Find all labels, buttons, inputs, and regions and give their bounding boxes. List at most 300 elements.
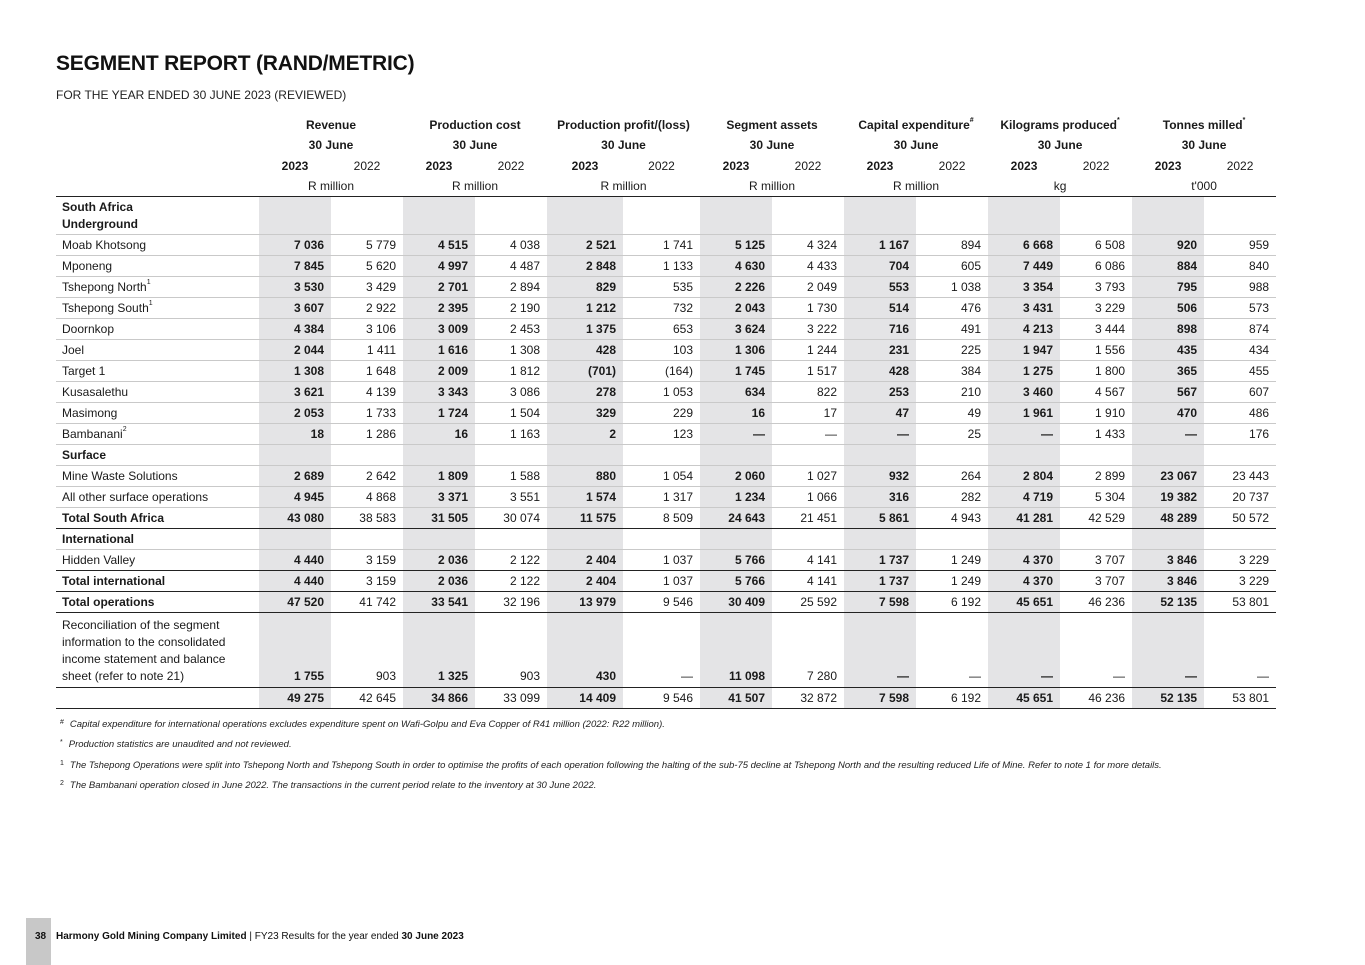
value-cell-2022: 1 249 [916,550,988,571]
table-row [56,487,1276,508]
value-cell-2023: 506 [1132,298,1204,319]
empty-cell [1060,529,1132,550]
value-cell-2023: 1 737 [844,571,916,592]
value-cell-2022: 1 027 [772,466,844,487]
column-group-period: 30 June [1037,138,1083,152]
column-group-period: 30 June [452,138,498,152]
value-cell-2023: 1 306 [700,340,772,361]
page-title: SEGMENT REPORT (RAND/METRIC) [56,52,415,75]
value-cell-2023: 3 530 [259,277,331,298]
value-cell-2023: 428 [547,340,623,361]
value-cell-2023: 30 409 [700,592,772,613]
value-cell-2022: 4 868 [331,487,403,508]
value-cell-2023: 1 325 [403,613,475,688]
row-label-text: Mponeng [62,259,113,273]
row-label [56,424,259,445]
value-cell-2023: 2 009 [403,361,475,382]
column-group-label: Revenue [305,118,357,132]
column-group-label: Kilograms produced [1000,118,1118,132]
value-cell-2022: 894 [916,235,988,256]
value-cell-2022: 3 159 [331,550,403,571]
value-cell-2023: 884 [1132,256,1204,277]
value-cell-2022: 1 517 [772,361,844,382]
column-group-title [547,115,700,135]
value-cell-2023: 16 [403,424,475,445]
value-cell-2023: 435 [1132,340,1204,361]
empty-cell [844,529,916,550]
value-cell-2022: 1 037 [623,571,700,592]
value-cell-2022: 4 324 [772,235,844,256]
column-group-title [700,115,844,135]
value-cell-2023: 23 067 [1132,466,1204,487]
value-cell-2023: — [1132,613,1204,688]
value-cell-2022: 1 730 [772,298,844,319]
table-row [56,235,1276,256]
row-label-text: Total South Africa [62,511,164,525]
value-cell-2022: 3 707 [1060,550,1132,571]
year-current: 2023 [866,158,894,173]
table-row [56,298,1276,319]
value-cell-2023: 278 [547,382,623,403]
value-cell-2022: 210 [916,382,988,403]
empty-cell [547,445,623,466]
value-cell-2022: 1 244 [772,340,844,361]
column-group-period: 30 June [749,138,795,152]
value-cell-2022: 959 [1204,235,1276,256]
grand-total-row [56,688,1276,709]
value-cell-2022: 3 551 [475,487,547,508]
footnote-marker: 2 [60,780,64,787]
value-cell-2022: 42 645 [331,688,403,709]
value-cell-2022: 53 801 [1204,688,1276,709]
table-row [56,277,1276,298]
value-cell-2022: 225 [916,340,988,361]
column-group-unit: R million [749,179,796,193]
value-cell-2023: 795 [1132,277,1204,298]
column-group-title [988,115,1132,135]
year-current: 2023 [1154,158,1182,173]
value-cell-2023: 2 036 [403,571,475,592]
total-row [56,571,1276,592]
value-cell-2023: 1 745 [700,361,772,382]
empty-cell [259,529,331,550]
row-label [56,319,259,340]
value-cell-2023: 34 866 [403,688,475,709]
value-cell-2023: 18 [259,424,331,445]
row-label [56,613,259,688]
row-label-text: Masimong [62,406,118,420]
row-label [56,688,259,709]
value-cell-2022: 3 429 [331,277,403,298]
value-cell-2022: 8 509 [623,508,700,529]
value-cell-2023: 41 507 [700,688,772,709]
column-group-label: Production cost [429,118,521,132]
empty-cell [1132,197,1204,235]
empty-cell [916,197,988,235]
header-row-h3 [56,155,1276,176]
row-label-text: Kusasalethu [62,385,129,399]
column-group-label: Tonnes milled [1162,118,1243,132]
value-cell-2023: — [844,613,916,688]
column-group-unit: kg [1053,179,1067,193]
empty-cell [547,529,623,550]
value-cell-2022: 3 444 [1060,319,1132,340]
row-label-text: Tshepong North [62,280,147,294]
value-cell-2023: 4 515 [403,235,475,256]
value-cell-2023: 2 804 [988,466,1060,487]
value-cell-2023: 2 226 [700,277,772,298]
value-cell-2022: 7 280 [772,613,844,688]
value-cell-2023: 920 [1132,235,1204,256]
value-cell-2023: 7 598 [844,688,916,709]
value-cell-2022: 3 086 [475,382,547,403]
row-label [56,361,259,382]
value-cell-2022: 874 [1204,319,1276,340]
value-cell-2023: 11 098 [700,613,772,688]
value-cell-2022: 903 [475,613,547,688]
value-cell-2023: 3 009 [403,319,475,340]
value-cell-2023: 45 651 [988,592,1060,613]
column-group-period: 30 June [308,138,354,152]
empty-cell [623,529,700,550]
value-cell-2023: 48 289 [1132,508,1204,529]
value-cell-2022: 4 141 [772,571,844,592]
footer-company: Harmony Gold Mining Company Limited [56,931,247,942]
value-cell-2022: 1 308 [475,340,547,361]
value-cell-2022: 3 707 [1060,571,1132,592]
value-cell-2023: 3 846 [1132,550,1204,571]
value-cell-2023: 329 [547,403,623,424]
value-cell-2023: 7 598 [844,592,916,613]
value-cell-2022: 20 737 [1204,487,1276,508]
value-cell-2023: 47 [844,403,916,424]
column-group-title [403,115,547,135]
column-group-title [844,115,988,135]
year-prior: 2022 [794,158,822,173]
column-group-unit: t'000 [1191,179,1217,193]
value-cell-2023: 4 370 [988,571,1060,592]
value-cell-2022: 4 943 [916,508,988,529]
value-cell-2022: 4 139 [331,382,403,403]
empty-cell [916,529,988,550]
header-blank [56,176,259,197]
value-cell-2023: 365 [1132,361,1204,382]
value-cell-2022: 1 037 [623,550,700,571]
value-cell-2022: 1 133 [623,256,700,277]
value-cell-2022: 282 [916,487,988,508]
footnote-marker: * [1242,117,1246,124]
value-cell-2023: 634 [700,382,772,403]
value-cell-2022: 41 742 [331,592,403,613]
page-number: 38 [35,931,47,942]
value-cell-2023: 4 945 [259,487,331,508]
row-label [56,487,259,508]
row-label [56,340,259,361]
value-cell-2023: — [1132,424,1204,445]
footnote-marker: 2 [122,426,127,433]
value-cell-2023: 898 [1132,319,1204,340]
value-cell-2022: 1 588 [475,466,547,487]
value-cell-2022: 653 [623,319,700,340]
value-cell-2022: 25 592 [772,592,844,613]
empty-cell [772,197,844,235]
value-cell-2022: 50 572 [1204,508,1276,529]
value-cell-2022: 2 642 [331,466,403,487]
footnote-marker: * [1117,117,1120,124]
empty-cell [700,445,772,466]
year-prior: 2022 [497,158,525,173]
value-cell-2023: 1 947 [988,340,1060,361]
value-cell-2022: 2 922 [331,298,403,319]
value-cell-2023: 1 737 [844,550,916,571]
value-cell-2023: 4 440 [259,571,331,592]
year-current: 2023 [1010,158,1038,173]
row-label-line: information to the consolidated [62,635,226,649]
empty-cell [623,197,700,235]
empty-cell [1204,197,1276,235]
value-cell-2023: 316 [844,487,916,508]
empty-cell [403,529,475,550]
reconciliation-row [56,613,1276,688]
value-cell-2023: 3 460 [988,382,1060,403]
value-cell-2023: 231 [844,340,916,361]
value-cell-2022: 3 159 [331,571,403,592]
section-label: International [56,529,259,550]
footnote-marker: 1 [146,279,151,286]
value-cell-2022: 732 [623,298,700,319]
value-cell-2023: 1 616 [403,340,475,361]
value-cell-2023: 2 060 [700,466,772,487]
value-cell-2023: 2 404 [547,550,623,571]
value-cell-2022: 1 733 [331,403,403,424]
total-row [56,592,1276,613]
value-cell-2023: 470 [1132,403,1204,424]
value-cell-2022: — [623,613,700,688]
value-cell-2022: 1 741 [623,235,700,256]
value-cell-2022: 42 529 [1060,508,1132,529]
empty-cell [475,445,547,466]
value-cell-2023: 6 668 [988,235,1060,256]
value-cell-2022: 25 [916,424,988,445]
value-cell-2023: 3 607 [259,298,331,319]
value-cell-2022: — [772,424,844,445]
value-cell-2022: 49 [916,403,988,424]
footnote-marker: 1 [148,300,153,307]
column-group-unit: R million [451,179,498,193]
segment-report-table [56,115,1276,709]
empty-cell [1060,445,1132,466]
year-current: 2023 [281,158,309,173]
table-row [56,403,1276,424]
value-cell-2023: 2 044 [259,340,331,361]
empty-cell [988,529,1060,550]
value-cell-2022: 30 074 [475,508,547,529]
value-cell-2022: 4 141 [772,550,844,571]
empty-cell [331,445,403,466]
value-cell-2023: — [700,424,772,445]
section-header-row [56,197,1276,235]
empty-cell [988,197,1060,235]
empty-cell [772,529,844,550]
value-cell-2022: 46 236 [1060,688,1132,709]
row-label-line: income statement and balance [62,652,226,666]
row-label [56,403,259,424]
value-cell-2022: 6 192 [916,592,988,613]
value-cell-2022: 46 236 [1060,592,1132,613]
value-cell-2022: 9 546 [623,688,700,709]
footnote-marker: # [60,719,64,726]
value-cell-2023: 1 724 [403,403,475,424]
header-row-h2 [56,135,1276,155]
column-group-label: Segment assets [726,118,818,132]
row-label [56,298,259,319]
row-label-text: Mine Waste Solutions [62,469,178,483]
value-cell-2022: — [1204,613,1276,688]
value-cell-2022: 23 443 [1204,466,1276,487]
header-blank [56,155,259,176]
value-cell-2023: 24 643 [700,508,772,529]
row-label [56,592,259,613]
value-cell-2023: 3 343 [403,382,475,403]
row-label [56,235,259,256]
value-cell-2023: 2 395 [403,298,475,319]
value-cell-2022: 1 249 [916,571,988,592]
value-cell-2023: 2 036 [403,550,475,571]
header-blank [56,135,259,155]
value-cell-2023: 716 [844,319,916,340]
empty-cell [259,445,331,466]
value-cell-2022: 9 546 [623,592,700,613]
value-cell-2023: 2 521 [547,235,623,256]
footnote-text: Production statistics are unaudited and not reviewed. [68,739,292,750]
section-label: Surface [56,445,259,466]
page-subtitle: FOR THE YEAR ENDED 30 JUNE 2023 (REVIEWED) [56,88,347,102]
value-cell-2023: 1 809 [403,466,475,487]
value-cell-2023: 1 375 [547,319,623,340]
row-label-text: Moab Khotsong [62,238,147,252]
value-cell-2022: — [1060,613,1132,688]
value-cell-2022: 476 [916,298,988,319]
table-row [56,424,1276,445]
value-cell-2022: 6 086 [1060,256,1132,277]
value-cell-2022: 53 801 [1204,592,1276,613]
row-label [56,571,259,592]
value-cell-2023: 1 234 [700,487,772,508]
table-row [56,256,1276,277]
value-cell-2022: 5 620 [331,256,403,277]
column-group-period: 30 June [1181,138,1227,152]
value-cell-2023: 2 [547,424,623,445]
value-cell-2022: 1 648 [331,361,403,382]
value-cell-2022: — [916,613,988,688]
value-cell-2023: — [988,424,1060,445]
value-cell-2022: 3 229 [1204,571,1276,592]
footnote-text: Capital expenditure for international operations excludes expenditure spent on Wafi-Golpu and Eva Copper of R41 million (2022: R22 million). [69,719,665,730]
value-cell-2023: 33 541 [403,592,475,613]
value-cell-2022: 1 286 [331,424,403,445]
value-cell-2023: 1 212 [547,298,623,319]
value-cell-2023: 2 848 [547,256,623,277]
value-cell-2023: 1 755 [259,613,331,688]
value-cell-2022: 2 899 [1060,466,1132,487]
value-cell-2022: 1 038 [916,277,988,298]
value-cell-2023: 2 689 [259,466,331,487]
table-row [56,361,1276,382]
empty-cell [916,445,988,466]
value-cell-2022: 4 433 [772,256,844,277]
value-cell-2023: 7 449 [988,256,1060,277]
table-row [56,319,1276,340]
value-cell-2023: 31 505 [403,508,475,529]
value-cell-2022: 573 [1204,298,1276,319]
footnote-text: The Bambanani operation closed in June 2022. The transactions in the current period relate to the inventory at 30 June 2022. [69,780,597,791]
value-cell-2022: 4 038 [475,235,547,256]
value-cell-2023: — [844,424,916,445]
value-cell-2022: 1 317 [623,487,700,508]
empty-cell [700,197,772,235]
row-label-text: Hidden Valley [62,553,136,567]
value-cell-2022: 1 163 [475,424,547,445]
value-cell-2023: 1 275 [988,361,1060,382]
value-cell-2023: 19 382 [1132,487,1204,508]
empty-cell [331,197,403,235]
value-cell-2023: 430 [547,613,623,688]
value-cell-2022: 491 [916,319,988,340]
value-cell-2023: 932 [844,466,916,487]
value-cell-2022: 21 451 [772,508,844,529]
value-cell-2022: 33 099 [475,688,547,709]
section-header-row [56,445,1276,466]
total-row [56,508,1276,529]
value-cell-2023: 7 845 [259,256,331,277]
value-cell-2022: 1 433 [1060,424,1132,445]
value-cell-2022: 38 583 [331,508,403,529]
header-blank [56,115,259,135]
value-cell-2022: 1 800 [1060,361,1132,382]
value-cell-2023: 3 624 [700,319,772,340]
value-cell-2023: 11 575 [547,508,623,529]
empty-cell [1204,529,1276,550]
section-label [56,197,259,235]
value-cell-2023: 3 846 [1132,571,1204,592]
empty-cell [475,529,547,550]
table-row [56,466,1276,487]
value-cell-2022: 455 [1204,361,1276,382]
value-cell-2022: 6 508 [1060,235,1132,256]
year-prior: 2022 [1226,158,1254,173]
header-row-h4 [56,176,1276,197]
row-label-text: Joel [62,343,85,357]
value-cell-2022: 17 [772,403,844,424]
value-cell-2023: 428 [844,361,916,382]
table-body [56,197,1276,709]
value-cell-2022: 1 504 [475,403,547,424]
section-label-region: South Africa [62,199,133,214]
footnote-marker: # [969,117,974,124]
value-cell-2023: 704 [844,256,916,277]
value-cell-2023: 4 719 [988,487,1060,508]
value-cell-2022: 3 106 [331,319,403,340]
value-cell-2022: 1 054 [623,466,700,487]
value-cell-2022: 4 487 [475,256,547,277]
header-row-h1 [56,115,1276,135]
footnote [60,760,1162,771]
value-cell-2022: 1 066 [772,487,844,508]
value-cell-2022: 2 049 [772,277,844,298]
value-cell-2023: 4 370 [988,550,1060,571]
value-cell-2023: 16 [700,403,772,424]
value-cell-2023: 45 651 [988,688,1060,709]
